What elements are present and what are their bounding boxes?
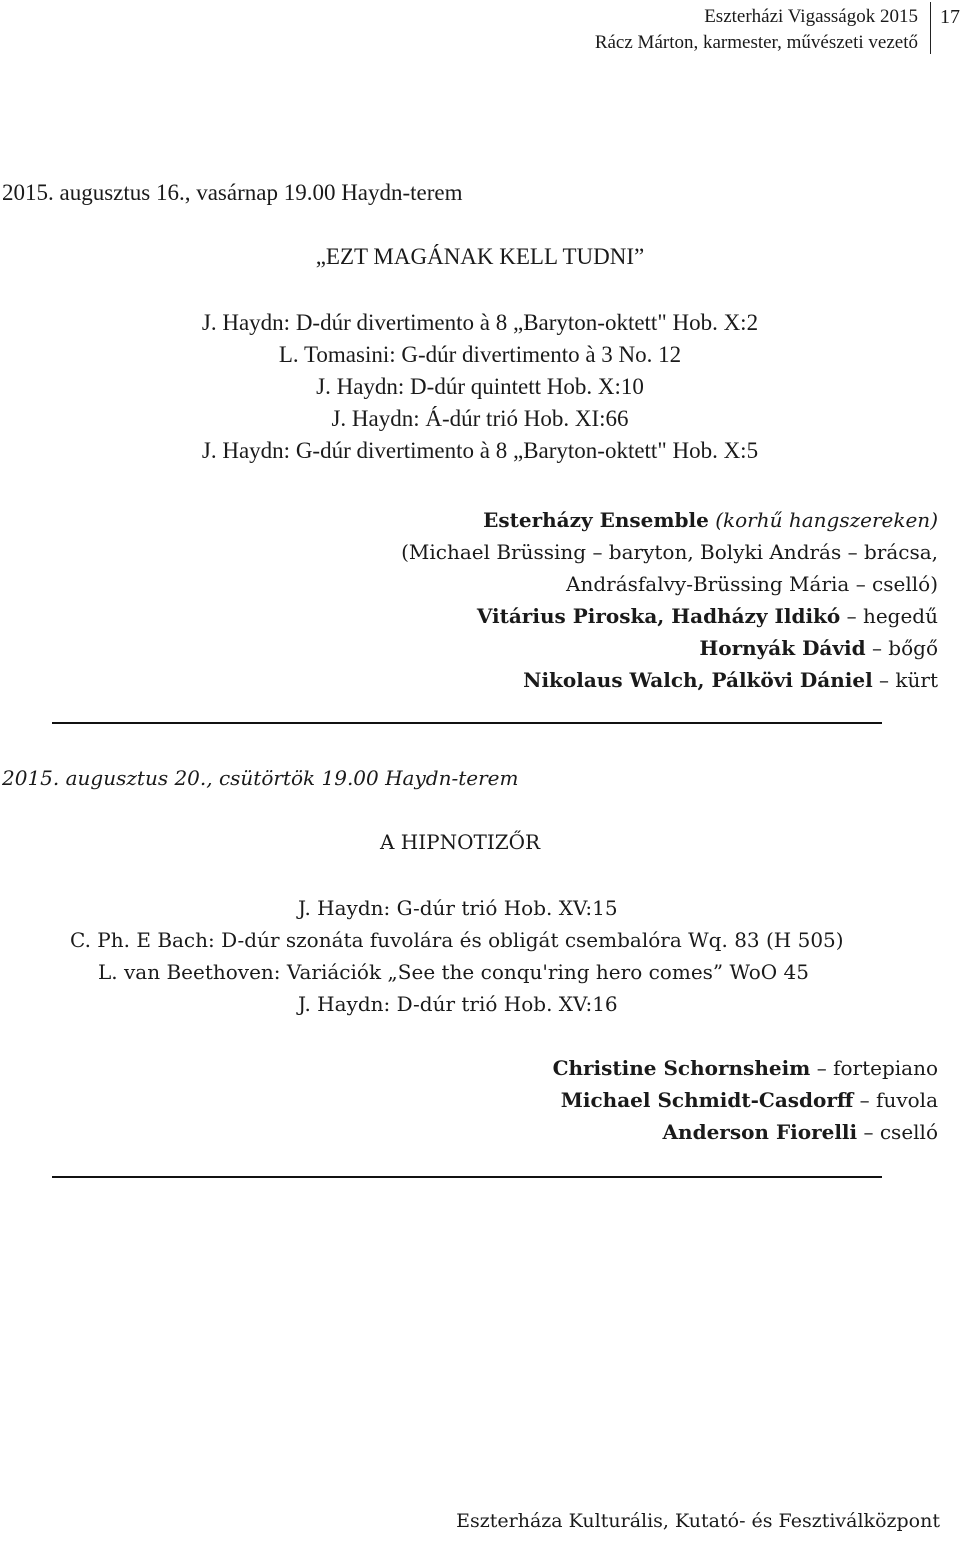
event2-program-item: J. Haydn: G-dúr trió Hob. XV:15 (298, 896, 618, 920)
performer-name: Christine Schornsheim (552, 1056, 811, 1080)
event1-members-line: Andrásfalvy-Brüssing Mária – cselló) (566, 572, 938, 596)
performer-role: – bőgő (865, 636, 938, 660)
event1-program-item: J. Haydn: D-dúr quintett Hob. X:10 (316, 374, 644, 399)
event1-ensemble (483, 508, 938, 532)
event2-program-item: C. Ph. E Bach: D-dúr szonáta fuvolára és obligát csembalóra Wq. 83 (H 505) (70, 928, 844, 952)
event1-performer (477, 604, 938, 628)
ensemble-note: (korhű hangszereken) (715, 508, 938, 532)
event2-date: 2015. augusztus 20., csütörtök 19.00 Haydn-terem (2, 766, 519, 790)
page-number: 17 (940, 6, 960, 28)
performer-name: Anderson Fiorelli (662, 1120, 858, 1144)
event2-performer (553, 1056, 938, 1080)
event2-program-item: J. Haydn: D-dúr trió Hob. XV:16 (298, 992, 618, 1016)
event1-performer (523, 668, 938, 692)
header-title: Eszterházi Vigasságok 2015 (704, 6, 918, 27)
event2-program-item: L. van Beethoven: Variációk „See the conqu'ring hero comes” WoO 45 (98, 960, 809, 984)
event1-date: 2015. augusztus 16., vasárnap 19.00 Haydn-terem (2, 180, 463, 205)
performer-role: – fortepiano (810, 1056, 938, 1080)
event1-program-item: J. Haydn: G-dúr divertimento à 8 „Baryton-oktett" Hob. X:5 (201, 438, 759, 463)
performer-role: – fuvola (853, 1088, 938, 1112)
performer-name: Nikolaus Walch, Pálkövi Dániel (523, 668, 873, 692)
event2-performer (663, 1120, 938, 1144)
event1-performer (699, 636, 938, 660)
event1-program-item: L. Tomasini: G-dúr divertimento à 3 No. 12 (278, 342, 682, 367)
ensemble-name: Esterházy Ensemble (483, 508, 709, 532)
performer-name: Michael Schmidt-Casdorff (560, 1088, 854, 1112)
performer-role: – kürt (872, 668, 938, 692)
section-divider (52, 722, 882, 724)
performer-name: Hornyák Dávid (699, 636, 866, 660)
event2-performer (561, 1088, 938, 1112)
event1-members-line: (Michael Brüssing – baryton, Bolyki András – brácsa, (401, 540, 938, 564)
section-divider (52, 1176, 882, 1178)
event1-program-item: J. Haydn: Á-dúr trió Hob. XI:66 (331, 406, 629, 431)
performer-name: Vitárius Piroska, Hadházy Ildikó (476, 604, 841, 628)
header-subtitle: Rácz Márton, karmester, művészeti vezető (594, 32, 918, 53)
performer-role: – hegedű (840, 604, 938, 628)
footer-text: Eszterháza Kulturális, Kutató- és Fesztiválközpont (456, 1510, 940, 1532)
performer-role: – cselló (857, 1120, 938, 1144)
header-divider (930, 2, 931, 54)
event1-title: „EZT MAGÁNAK KELL TUDNI” (315, 244, 645, 269)
event1-program-item: J. Haydn: D-dúr divertimento à 8 „Baryton-oktett" Hob. X:2 (201, 310, 759, 335)
event2-title: A HIPNOTIZŐR (380, 830, 541, 854)
